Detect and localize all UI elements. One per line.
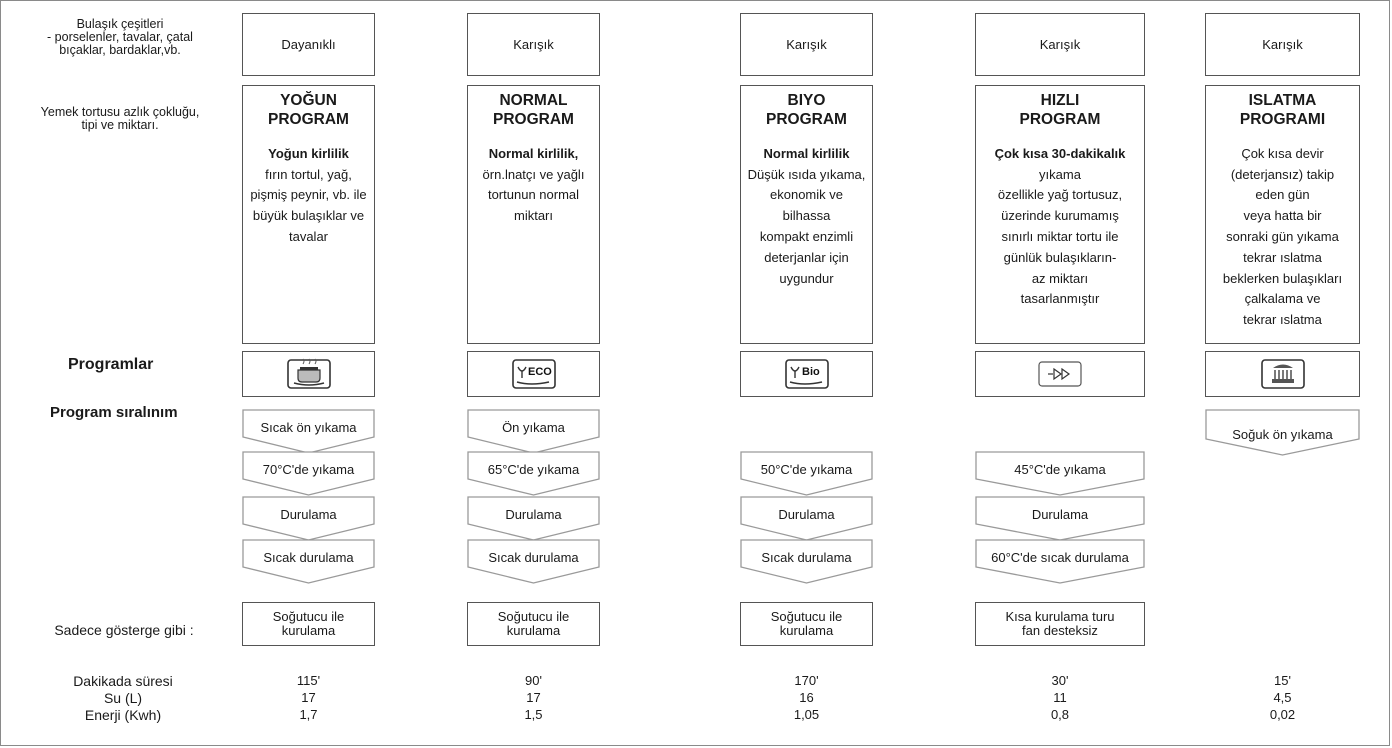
program-title-line: PROGRAM xyxy=(1019,110,1101,128)
drying-box xyxy=(975,602,1145,646)
program-description-line: büyük bulaşıklar ve xyxy=(252,208,365,224)
program-description-line: sınırlı miktar tortu ile xyxy=(1001,229,1119,244)
program-description-line: tekrar ıslatma xyxy=(1243,312,1322,328)
program-description-line: günlük bulaşıkların- xyxy=(1003,249,1117,265)
program-step xyxy=(242,409,375,455)
stat-duration: 115' xyxy=(296,673,321,688)
program-description-line: tortunun normal xyxy=(487,187,580,203)
dish-type-box: Karışık xyxy=(975,13,1145,76)
drying-line: fan desteksiz xyxy=(1022,623,1098,638)
program-button[interactable] xyxy=(242,351,375,397)
program-description-line: beklerken bulaşıkları xyxy=(1222,270,1343,286)
program-description-line: yıkama xyxy=(1039,166,1081,182)
stat-water: 17 xyxy=(301,689,316,705)
stat-energy: 1,7 xyxy=(299,706,318,722)
program-description-line: pişmiş peynir, vb. ile xyxy=(250,187,367,203)
program-description-line: veya hatta bir xyxy=(1243,208,1322,224)
program-title-line: BIYO xyxy=(787,92,826,109)
program-title xyxy=(980,92,1140,130)
stat-water: 16 xyxy=(799,689,814,705)
program-description-line: tasarlanmıştır xyxy=(1020,291,1100,307)
dish-type-box: Karışık xyxy=(740,13,873,76)
program-description-line: bilhassa xyxy=(782,208,831,224)
stat-duration: 170' xyxy=(794,673,819,688)
stat-duration: 15' xyxy=(1274,673,1291,688)
program-title xyxy=(745,92,868,130)
program-stats xyxy=(740,673,873,724)
program-step-label: Sıcak ön yıkama xyxy=(260,420,357,435)
drying-box xyxy=(467,602,600,646)
program-title xyxy=(472,92,595,130)
program-description-line: fırın tortul, yağ, xyxy=(265,166,352,182)
program-step xyxy=(975,451,1145,497)
program-step-label: Sıcak durulama xyxy=(263,550,354,565)
soak-shower-icon[interactable] xyxy=(1260,358,1306,390)
program-button[interactable] xyxy=(1205,351,1360,397)
program-title-line: HIZLI xyxy=(1040,92,1080,109)
program-button[interactable] xyxy=(467,351,600,397)
drying-text xyxy=(273,610,345,637)
program-stats xyxy=(975,673,1145,724)
stat-energy: 0,02 xyxy=(1269,706,1296,722)
program-step-label: 45°C'de yıkama xyxy=(1014,462,1106,477)
sequence-label: Program sıralınım xyxy=(50,404,178,421)
program-description-line: ekonomik ve xyxy=(770,187,843,203)
program-step xyxy=(467,451,600,497)
fast-forward-icon[interactable] xyxy=(1037,358,1083,390)
program-step xyxy=(740,539,873,585)
program-step xyxy=(1205,409,1360,457)
program-step-label: 60°C'de sıcak durulama xyxy=(991,550,1129,565)
drying-text xyxy=(498,610,570,637)
program-step xyxy=(467,409,600,455)
drying-text xyxy=(771,610,843,637)
stat-water: 17 xyxy=(526,689,541,705)
program-step-label: Durulama xyxy=(505,507,562,522)
icon-label: Bio xyxy=(801,366,820,378)
program-description-line: deterjanlar için xyxy=(764,249,849,265)
soil-level-text: Normal kirlilik, xyxy=(488,145,579,161)
program-title-line: PROGRAM xyxy=(766,110,847,128)
program-step-label: 65°C'de yıkama xyxy=(487,462,580,477)
drying-text xyxy=(1005,610,1114,637)
program-stats xyxy=(242,673,375,724)
stats-label: Dakikada süresi Su (L) Enerji (Kwh) xyxy=(73,673,173,723)
program-step xyxy=(740,496,873,542)
program-description-line: uygundur xyxy=(779,270,834,286)
program-step xyxy=(242,451,375,497)
drying-box xyxy=(242,602,375,646)
program-title-line: YOĞUN xyxy=(280,92,337,109)
program-description-box xyxy=(467,85,600,344)
intensive-pot-icon[interactable] xyxy=(286,358,332,390)
stat-water: 4,5 xyxy=(1273,689,1292,705)
program-description-box xyxy=(1205,85,1360,344)
program-step-label: Durulama xyxy=(778,507,835,522)
soil-level-text: Normal kirlilik xyxy=(763,145,850,161)
program-description-line: kompakt enzimli xyxy=(759,229,854,244)
program-title xyxy=(247,92,370,130)
stat-energy: 0,8 xyxy=(1050,706,1070,722)
program-step-label: 50°C'de yıkama xyxy=(760,462,853,477)
eco-icon[interactable] xyxy=(511,358,557,390)
program-title xyxy=(1210,92,1355,130)
drying-line: Soğutucu ile xyxy=(272,609,345,625)
drying-line: kurulama xyxy=(506,623,561,638)
program-step xyxy=(242,496,375,542)
stat-energy: 1,05 xyxy=(793,706,820,722)
program-step xyxy=(242,539,375,585)
program-step-label: 70°C'de yıkama xyxy=(262,462,355,477)
program-title-line: ISLATMA xyxy=(1248,92,1317,109)
program-description-line: üzerinde kurumamış xyxy=(1001,208,1119,224)
program-description-line: çalkalama ve xyxy=(1244,291,1321,307)
program-step xyxy=(467,539,600,585)
program-step-label: Ön yıkama xyxy=(502,420,565,435)
bio-icon[interactable] xyxy=(784,358,830,390)
program-step-label: Sıcak durulama xyxy=(488,550,579,565)
program-step-label: Soğuk ön yıkama xyxy=(1232,427,1333,442)
dish-type-box: Karışık xyxy=(467,13,600,76)
stat-duration: 30' xyxy=(1051,673,1069,688)
program-stats xyxy=(1205,673,1360,724)
program-description-box xyxy=(242,85,375,344)
program-stats xyxy=(467,673,600,724)
program-description-line: Düşük ısıda yıkama, xyxy=(747,166,866,182)
program-description-line: miktarı xyxy=(514,208,553,224)
program-step xyxy=(975,496,1145,542)
icon-label: ECO xyxy=(527,366,552,378)
program-step xyxy=(975,539,1145,585)
drying-box xyxy=(740,602,873,646)
program-description-line: (deterjansız) takip xyxy=(1230,166,1335,182)
program-step-label: Durulama xyxy=(1031,507,1089,522)
program-title-line: PROGRAM xyxy=(493,110,574,128)
program-step xyxy=(740,451,873,497)
program-button[interactable] xyxy=(740,351,873,397)
program-description-line: örn.lnatçı ve yağlı xyxy=(482,166,585,182)
stat-energy: 1,5 xyxy=(524,706,543,722)
program-description-box xyxy=(975,85,1145,344)
program-description-line: Çok kısa devir xyxy=(1241,145,1324,161)
drying-line: kurulama xyxy=(779,623,834,638)
soil-level-label: Yemek tortusu azlık çokluğu, tipi ve miktarı. xyxy=(40,105,200,133)
drying-line: Soğutucu ile xyxy=(497,609,570,625)
program-step xyxy=(467,496,600,542)
program-description-line: özellikle yağ tortusuz, xyxy=(997,187,1123,203)
program-description-line: az miktarı xyxy=(1031,270,1089,286)
program-description-line: eden gün xyxy=(1255,187,1310,203)
drying-line: Kısa kurulama turu xyxy=(1005,609,1115,625)
program-description-box xyxy=(740,85,873,344)
program-step-label: Sıcak durulama xyxy=(761,550,852,565)
program-description-line: tekrar ıslatma xyxy=(1243,249,1322,265)
dish-type-box: Karışık xyxy=(1205,13,1360,76)
drying-line: kurulama xyxy=(281,623,336,638)
stat-water: 11 xyxy=(1053,689,1067,705)
dish-type-box: Dayanıklı xyxy=(242,13,375,76)
drying-line: Soğutucu ile xyxy=(770,609,843,625)
program-description-line: sonraki gün yıkama xyxy=(1226,229,1339,244)
soil-level-text: Çok kısa 30-dakikalık xyxy=(994,145,1126,161)
program-title-line: NORMAL xyxy=(499,92,568,109)
program-description-line: tavalar xyxy=(288,229,329,244)
stat-duration: 90' xyxy=(525,673,542,688)
dish-types-label: Bulaşık çeşitleri - porselenler, tavalar, çatal bıçaklar, bardaklar,vb. xyxy=(47,17,193,58)
program-button[interactable] xyxy=(975,351,1145,397)
indicative-label: Sadece gösterge gibi : xyxy=(54,622,194,638)
program-title-line: PROGRAMI xyxy=(1239,110,1326,128)
soil-level-text: Yoğun kirlilik xyxy=(268,145,349,161)
program-title-line: PROGRAM xyxy=(268,110,349,128)
program-step-label: Durulama xyxy=(280,507,337,522)
programs-label: Programlar xyxy=(68,356,154,373)
